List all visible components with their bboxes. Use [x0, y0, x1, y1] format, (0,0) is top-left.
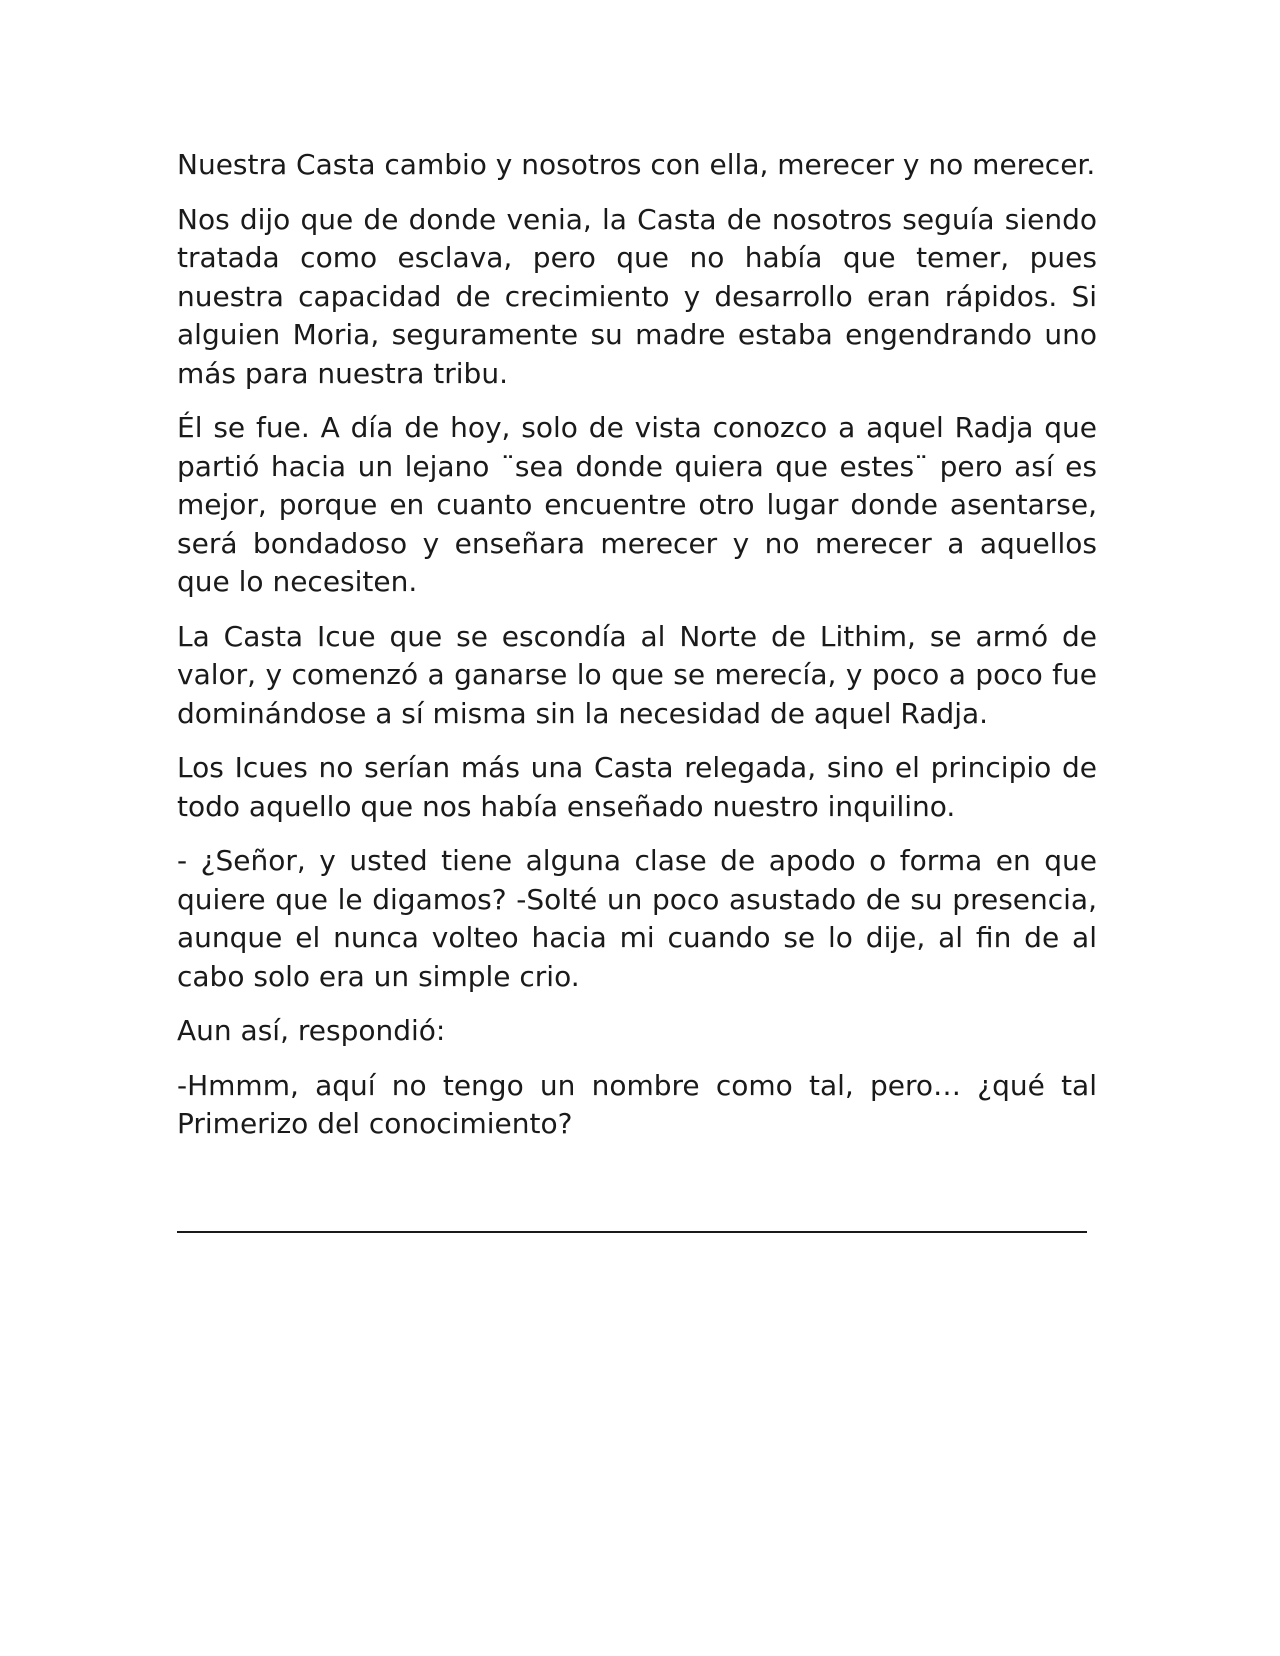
body-text [177, 146, 1097, 1160]
paragraph-8: -Hmmm, aquí no tengo un nombre como tal, pero… ¿qué tal Primerizo del conocimiento? [177, 1068, 1097, 1140]
paragraph-6: - ¿Señor, y usted tiene alguna clase de apodo o forma en que quiere que le digamos? -Solté un poco asustado de su presencia, aunque el nunca volteo hacia mi cuando se lo dije, al fin de al cabo solo era un simple crio. [177, 844, 1097, 993]
section-divider [177, 1231, 1087, 1233]
paragraph-4: La Casta Icue que se escondía al Norte de Lithim, se armó de valor, y comenzó a ganarse lo que se merecía, y poco a poco fue dominándose a sí misma sin la necesidad de aquel Radja. [177, 619, 1097, 730]
paragraph-5: Los Icues no serían más una Casta relegada, sino el principio de todo aquello que nos había enseñado nuestro inquilino. [177, 751, 1097, 823]
paragraph-7: Aun así, respondió: [177, 1014, 446, 1047]
paragraph-3: Él se fue. A día de hoy, solo de vista conozco a aquel Radja que partió hacia un lejano ¨sea donde quiera que estes¨ pero así es mejor, porque en cuanto encuentre otro lugar donde asentarse, será bondadoso y enseñara merecer y no merecer a aquellos que lo necesiten. [177, 411, 1097, 598]
paragraph-1: Nuestra Casta cambio y nosotros con ella, merecer y no merecer. [177, 148, 1096, 181]
paragraph-2: Nos dijo que de donde venia, la Casta de nosotros seguía siendo tratada como esclava, pero que no había que temer, pues nuestra capacidad de crecimiento y desarrollo eran rápidos. Si alguien Moria, seguramente su madre estaba engendrando uno más para nuestra tribu. [177, 202, 1097, 390]
